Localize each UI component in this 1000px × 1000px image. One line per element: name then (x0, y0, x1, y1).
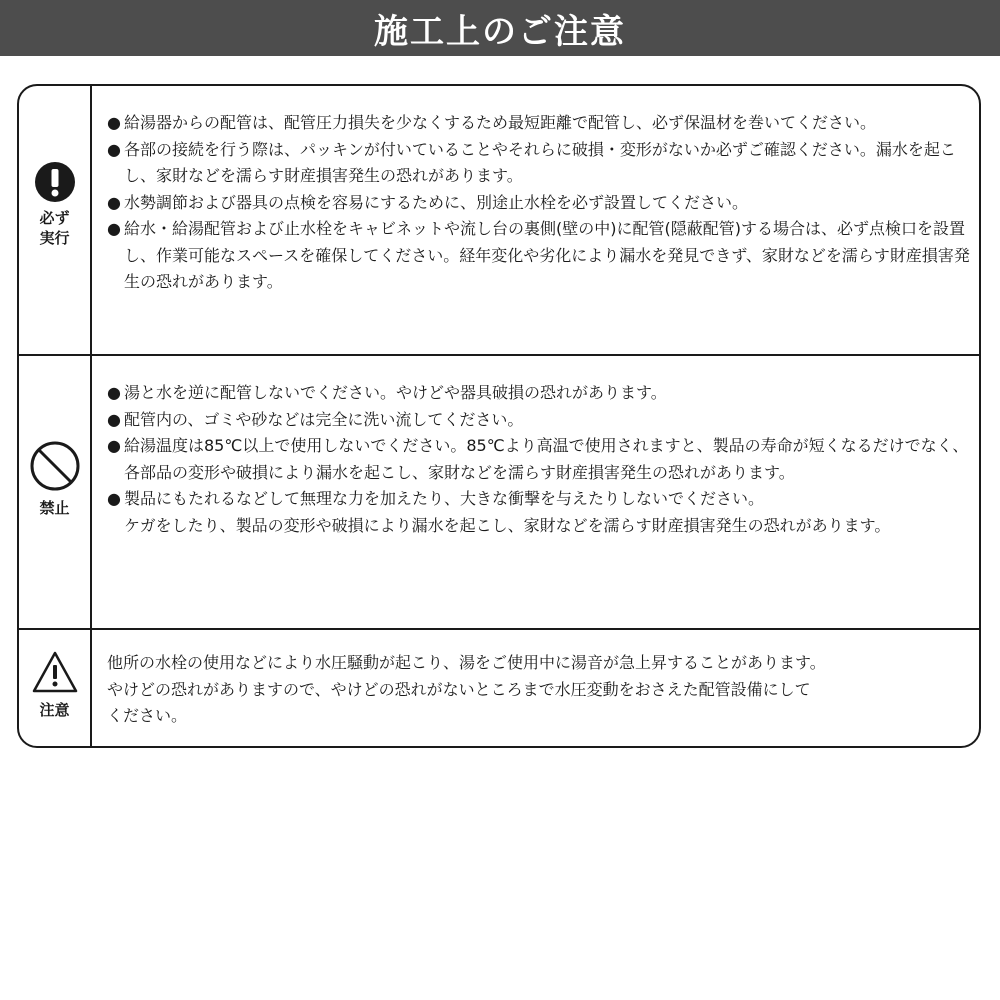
list-item (107, 190, 973, 217)
title-bar (0, 0, 1000, 56)
text-column (107, 110, 973, 296)
list-item (107, 137, 973, 190)
section-must (19, 86, 979, 356)
list-item (107, 486, 973, 513)
list-item (107, 216, 973, 296)
caution-line: やけどの恐れがありますので、やけどの恐れがないところまで水圧変動をおさえた配管設備にして (107, 679, 811, 699)
bullet-icon: ● (107, 219, 121, 238)
list-item (107, 110, 973, 137)
item-text: 配管内の、ゴミや砂などは完全に洗い流してください。 (124, 409, 524, 429)
item-text: 湯と水を逆に配管しないでください。やけどや器具破損の恐れがあります。 (124, 383, 667, 402)
warning-triangle-icon (31, 650, 79, 694)
bullet-icon: ● (107, 409, 121, 429)
icon-group (19, 162, 90, 248)
item-text: 製品にもたれるなどして無理な力を加えたり、大きな衝撃を与えたりしないでください。 (124, 489, 765, 508)
list-item (107, 380, 973, 407)
text-column (107, 650, 973, 730)
icon-column (19, 356, 92, 628)
bullet-icon: ● (107, 113, 121, 132)
exclamation-circle-icon (35, 162, 75, 202)
icon-label: 注意 (39, 701, 70, 719)
notice-box (17, 84, 981, 748)
bullet-icon: ● (107, 383, 121, 402)
icon-group (19, 650, 90, 720)
item-text: 給湯器からの配管は、配管圧力損失を少なくするため最短距離で配管し、必ず保温材を巻いてください。 (124, 113, 877, 132)
item-continuation: ケガをしたり、製品の変形や破損により漏水を起こし、家財などを濡らす財産損害発生の恐れがあります。 (124, 515, 891, 535)
page-title: 施工上のご注意 (374, 11, 626, 52)
bullet-icon: ● (107, 436, 121, 455)
item-text: 給湯温度は85℃以上で使用しないでください。85℃より高温で使用されますと、製品の寿命が短くなるだけでなく、各部品の変形や破損により漏水を起こし、家財などを濡らす財産損害発生の恐れがあります。 (124, 436, 969, 482)
item-text: 給水・給湯配管および止水栓をキャビネットや流し台の裏側(壁の中)に配管(隠蔽配管)する場合は、必ず点検口を設置し、作業可能なスペースを確保してください。経年変化や劣化により漏水を発見できず、家財などを濡らす財産損害発生の恐れがあります。 (124, 219, 970, 291)
bullet-icon: ● (107, 139, 121, 159)
icon-label: 禁止 (39, 499, 70, 517)
icon-label: 必ず 実行 (39, 209, 70, 247)
icon-column (19, 86, 92, 354)
icon-column (19, 630, 92, 746)
text-column (107, 380, 973, 539)
caution-line: 他所の水栓の使用などにより水圧騒動が起こり、湯をご使用中に湯音が急上昇することがあります。 (107, 653, 826, 672)
prohibited-icon (29, 440, 81, 492)
item-text: 水勢調節および器具の点検を容易にするために、別途止水栓を必ず設置してください。 (124, 192, 749, 212)
section-caution (19, 630, 979, 746)
item-text: 各部の接続を行う際は、パッキンが付いていることやそれらに破損・変形がないか必ずご確認ください。漏水を起こし、家財などを濡らす財産損害発生の恐れがあります。 (124, 139, 956, 185)
list-item (107, 433, 973, 486)
list-item (107, 407, 973, 434)
caution-line: ください。 (107, 706, 188, 725)
bullet-icon: ● (107, 192, 121, 212)
bullet-icon: ● (107, 489, 121, 508)
section-prohibit (19, 356, 979, 630)
icon-group (19, 440, 90, 518)
